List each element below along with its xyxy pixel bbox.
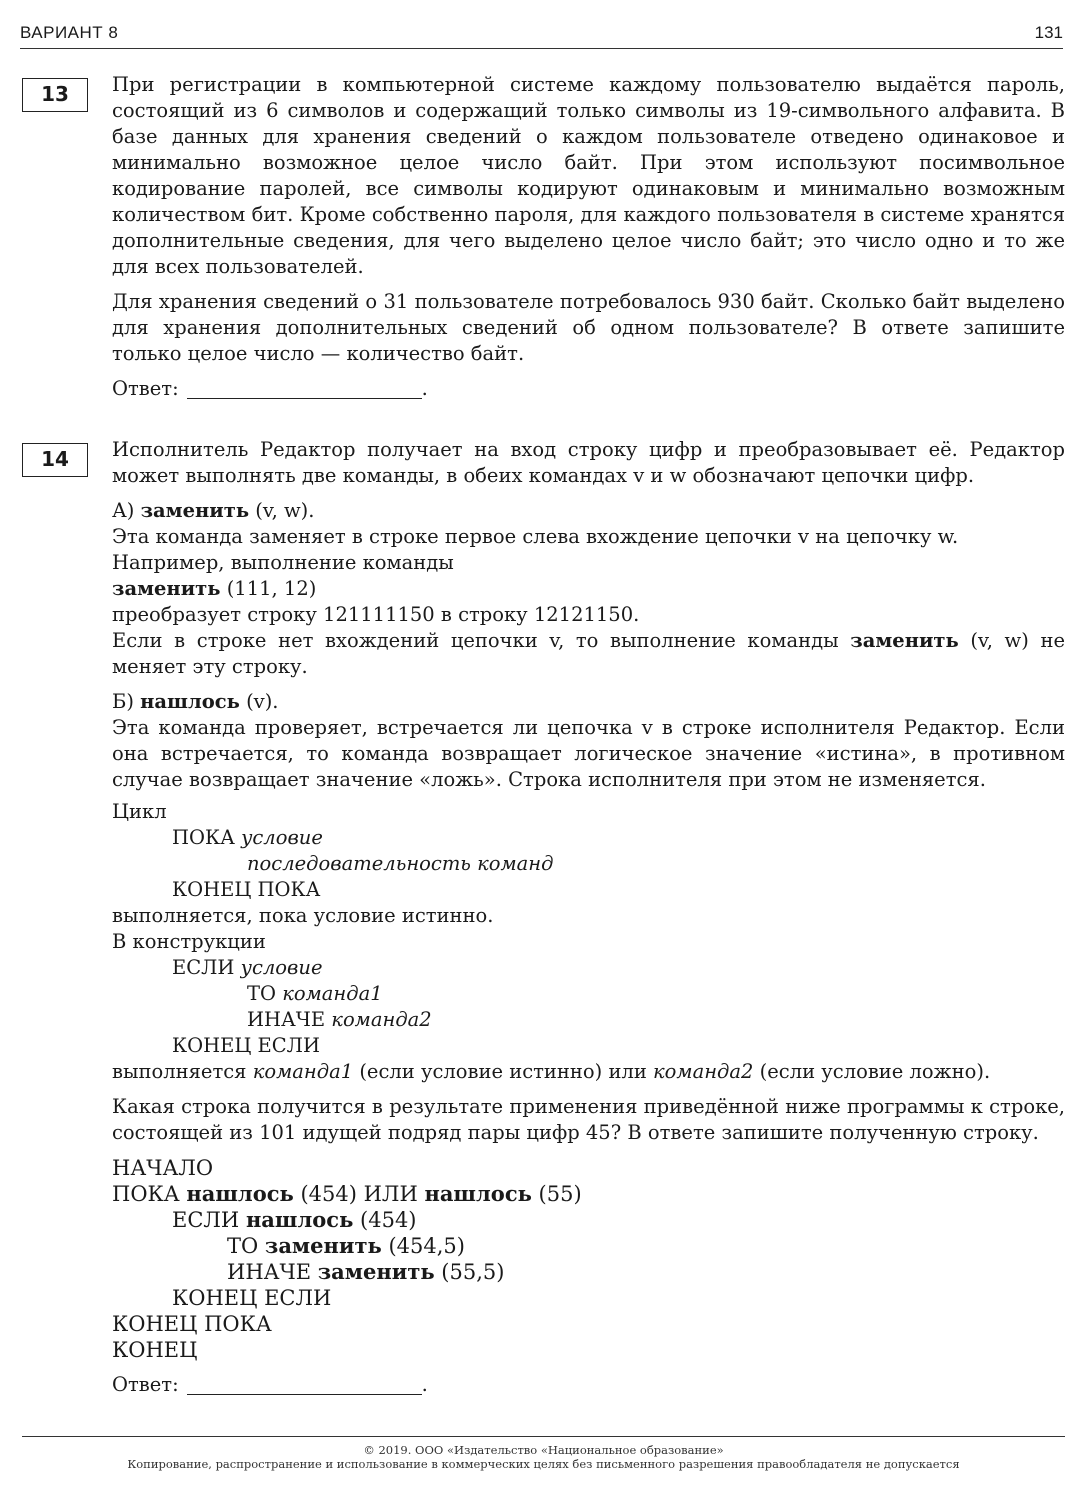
task-14-number: 14 xyxy=(22,443,88,477)
command-a-example-result: преобразует строку 121111150 в строку 12121150. xyxy=(112,603,640,626)
task-14-question: Какая строка получится в результате применения приведённой ниже программы к строке, состоящей из 101 идущей подряд пары цифр 45? В ответе запишите полученную строку. xyxy=(112,1095,1065,1144)
if-line-3: ИНАЧЕ команда2 xyxy=(247,1008,432,1031)
loop-line-1: ПОКА условие xyxy=(172,826,323,849)
program-line-8: КОНЕЦ xyxy=(112,1338,198,1362)
task-14-intro: Исполнитель Редактор получает на вход строку цифр и преобразовывает её. Редактор может выполнять две команды, в обеих командах v и w обозначают цепочки цифр. xyxy=(112,438,1065,487)
command-b-title: Б) нашлось (v). xyxy=(112,690,279,713)
program-line-6: КОНЕЦ ЕСЛИ xyxy=(172,1286,332,1310)
loop-line-3: КОНЕЦ ПОКА xyxy=(172,878,321,901)
page-number: 131 xyxy=(1034,23,1063,42)
program-listing xyxy=(112,1155,1065,1363)
command-b-name: нашлось xyxy=(140,690,240,713)
answer-period: . xyxy=(421,377,428,400)
task-13-answer xyxy=(112,376,1065,402)
loop-desc: выполняется, пока условие истинно. xyxy=(112,904,494,927)
variant-label: ВАРИАНТ 8 xyxy=(20,23,119,42)
program-line-5: ИНАЧЕ заменить (55,5) xyxy=(227,1259,505,1284)
task-14-answer xyxy=(112,1372,1065,1398)
program-line-4: ТО заменить (454,5) xyxy=(227,1233,465,1258)
footer-copyright: © 2019. ООО «Издательство «Национальное образование» xyxy=(363,1443,724,1457)
command-b-desc: Эта команда проверяет, встречается ли цепочка v в строке исполнителя Редактор. Если она встречается, то команда возвращает логическое значение «истина», в противном случае возвращает значение «ложь». Строка исполнителя при этом не изменяется. xyxy=(112,716,1065,791)
footer-notice: Копирование, распространение и использование в коммерческих целях без письменного разрешения правообладателя не допускается xyxy=(127,1457,960,1471)
if-line-1: ЕСЛИ условие xyxy=(172,956,323,979)
command-a-example-cmd: заменить (111, 12) xyxy=(112,577,317,600)
task-13-paragraph-1: При регистрации в компьютерной системе каждому пользователю выдаётся пароль, состоящий из 6 символов и содержащий только символы из 19-символьного алфавита. В базе данных для хранения сведений о каждом пользователе отведено одинаковое и минимально возможное целое число байт. При этом используют посимвольное кодирование паролей, все символы кодируют одинаковым и минимально возможным количеством бит. Кроме собственно пароля, для каждого пользователя в системе хранятся дополнительные сведения, для чего выделено целое число байт; это число одно и то же для всех пользователей. xyxy=(112,73,1065,278)
task-13 xyxy=(112,72,1065,402)
command-a-name: заменить xyxy=(140,499,250,522)
command-a-desc: Эта команда заменяет в строке первое слева вхождение цепочки v на цепочку w. xyxy=(112,525,959,548)
answer-label: Ответ: xyxy=(112,377,179,400)
program-line-1: НАЧАЛО xyxy=(112,1156,214,1180)
answer-period: . xyxy=(421,1373,428,1396)
program-line-7: КОНЕЦ ПОКА xyxy=(112,1312,272,1336)
if-desc: выполняется команда1 (если условие истинно) или команда2 (если условие ложно). xyxy=(112,1060,991,1083)
task-14 xyxy=(112,437,1065,1398)
answer-field[interactable] xyxy=(187,1374,422,1395)
command-a-example-intro: Например, выполнение команды xyxy=(112,551,454,574)
answer-field[interactable] xyxy=(187,378,422,399)
if-line-4: КОНЕЦ ЕСЛИ xyxy=(172,1034,320,1057)
page-footer xyxy=(22,1436,1065,1471)
command-a-title: А) заменить (v, w). xyxy=(112,499,315,522)
command-a-note: Если в строке нет вхождений цепочки v, то выполнение команды заменить (v, w) не меняет эту строку. xyxy=(112,629,1065,678)
task-13-paragraph-2: Для хранения сведений о 31 пользователе потребовалось 930 байт. Сколько байт выделено для хранения дополнительных сведений об одном пользователе? В ответе запишите только целое число — количество байт. xyxy=(112,290,1065,365)
if-title: В конструкции xyxy=(112,930,266,953)
loop-line-2: последовательность команд xyxy=(247,852,554,875)
page-header xyxy=(20,18,1063,49)
program-line-3: ЕСЛИ нашлось (454) xyxy=(172,1207,417,1232)
if-line-2: ТО команда1 xyxy=(247,982,383,1005)
task-13-number: 13 xyxy=(22,78,88,112)
answer-label: Ответ: xyxy=(112,1373,179,1396)
program-line-2: ПОКА нашлось (454) ИЛИ нашлось (55) xyxy=(112,1181,582,1206)
loop-title: Цикл xyxy=(112,800,167,823)
